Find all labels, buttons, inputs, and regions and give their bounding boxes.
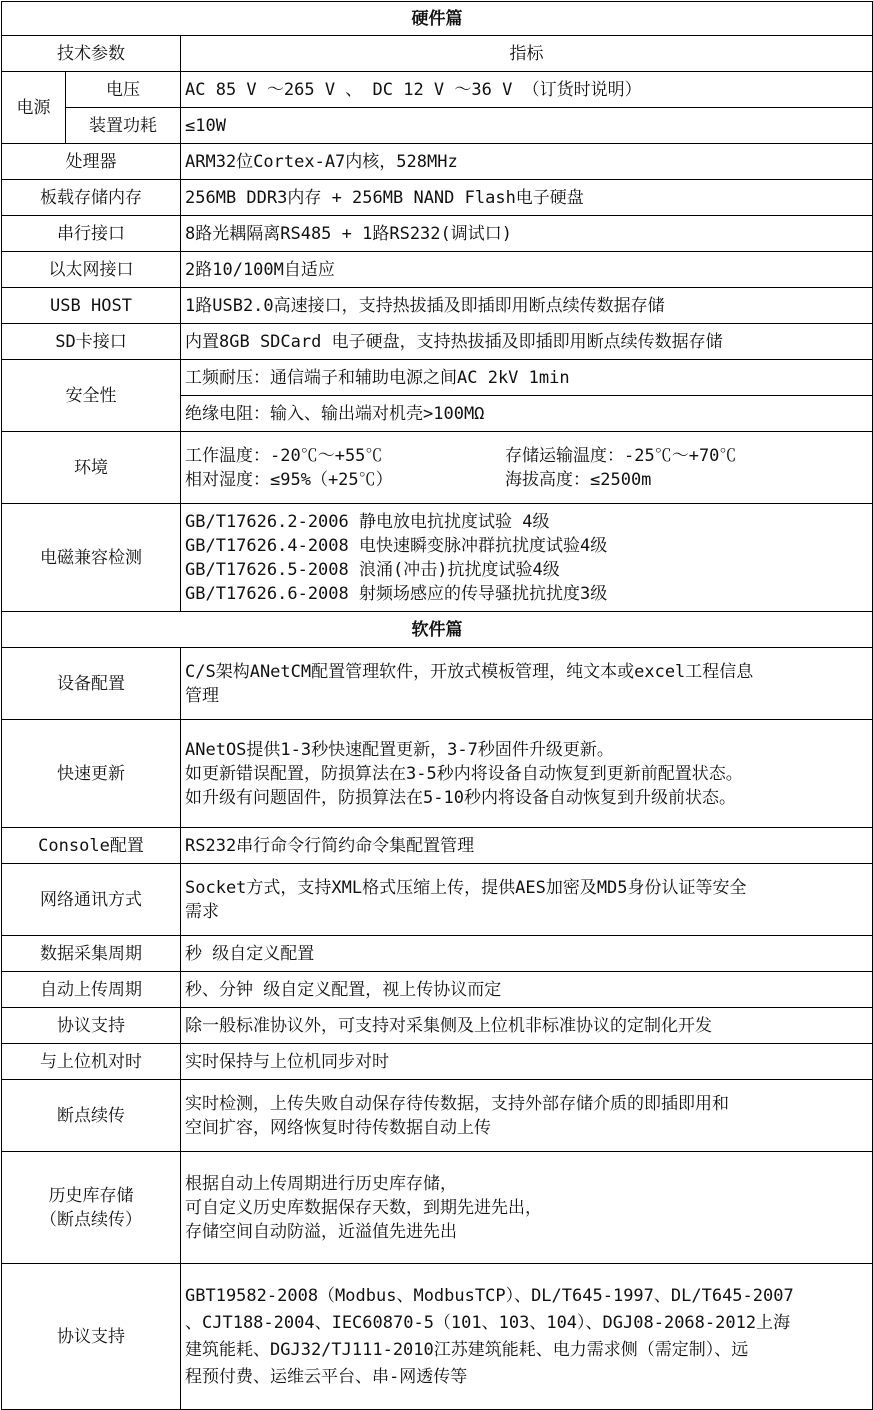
safety-line-2: 绝缘电阻：输入、输出端对机壳>100MΩ: [181, 396, 873, 432]
row-line: ANetOS提供1-3秒快速配置更新，3-7秒固件升级更新。: [185, 739, 614, 760]
table-row: [2, 1152, 873, 1264]
emc-line: GB/T17626.5-2008 浪涌(冲击)抗扰度试验4级: [185, 559, 560, 580]
row-value: 内置8GB SDCard 电子硬盘，支持热拔插及即插即用断点续传数据存储: [181, 324, 873, 360]
row-line: 实时保持与上位机同步对时: [185, 1051, 389, 1072]
row-line: 根据自动上传周期进行历史库存储，: [185, 1173, 457, 1194]
work-temp: 工作温度：-20℃～+55℃: [185, 445, 383, 466]
row-value: [181, 864, 873, 936]
row-label-line: 历史库存储: [48, 1185, 134, 1206]
emc-line: GB/T17626.2-2006 静电放电抗扰度试验 4级: [185, 511, 550, 532]
storage-temp: 存储运输温度：-25℃～+70℃: [505, 445, 737, 466]
row-value: [181, 936, 873, 972]
emc-line: GB/T17626.6-2008 射频场感应的传导骚扰抗扰度3级: [185, 583, 608, 604]
table-row: [2, 972, 873, 1008]
row-line: 存储空间自动防溢，近溢值先进先出: [185, 1221, 457, 1242]
row-line: 建筑能耗、DGJ32/TJ111-2010江苏建筑能耗、电力需求侧（需定制）、远: [185, 1339, 749, 1360]
humidity: 相对湿度：≤95%（+25℃）: [185, 469, 393, 490]
table-row: [2, 324, 873, 360]
row-value: [181, 1044, 873, 1080]
row-value: [181, 1008, 873, 1044]
row-label: Console配置: [2, 828, 181, 864]
emc-row: [2, 504, 873, 612]
row-label: 协议支持: [2, 1264, 181, 1410]
row-line: 如升级有问题固件，防损算法在5-10秒内将设备自动恢复到升级前状态。: [185, 787, 736, 808]
safety-label: 安全性: [2, 360, 181, 432]
row-line: 空间扩容，网络恢复时待传数据自动上传: [185, 1117, 491, 1138]
row-label: 板载存储内存: [2, 180, 181, 216]
row-line: C/S架构ANetCM配置管理软件，开放式模板管理，纯文本或excel工程信息: [185, 661, 754, 682]
row-value: [181, 1080, 873, 1152]
software-section-row: [2, 612, 873, 648]
row-line: 可自定义历史库数据保存天数，到期先进先出，: [185, 1197, 542, 1218]
power-voltage-row: [2, 72, 873, 108]
row-line: GBT19582-2008（Modbus、ModbusTCP）、DL/T645-1997、DL/T645-2007: [185, 1285, 794, 1306]
row-line: 程预付费、运维云平台、串-网透传等: [185, 1366, 468, 1387]
row-value: 1路USB2.0高速接口，支持热拔插及即插即用断点续传数据存储: [181, 288, 873, 324]
consumption-label: 装置功耗: [66, 108, 181, 144]
env-line-1: [185, 444, 868, 468]
row-line: RS232串行命令行简约命令集配置管理: [185, 835, 475, 856]
table-row: [2, 1044, 873, 1080]
row-label-line: （断点续传）: [40, 1209, 142, 1230]
row-label: 与上位机对时: [2, 1044, 181, 1080]
voltage-label: 电压: [66, 72, 181, 108]
row-line: Socket方式，支持XML格式压缩上传，提供AES加密及MD5身份认证等安全: [185, 877, 747, 898]
emc-label: 电磁兼容检测: [2, 504, 181, 612]
table-row: [2, 648, 873, 720]
safety-row-1: [2, 360, 873, 396]
row-label: 处理器: [2, 144, 181, 180]
power-group-label: 电源: [2, 72, 66, 144]
row-label: 协议支持: [2, 1008, 181, 1044]
safety-line-1: 工频耐压：通信端子和辅助电源之间AC 2kV 1min: [181, 360, 873, 396]
header-row: [2, 36, 873, 72]
row-label: 快速更新: [2, 720, 181, 828]
emc-value: [181, 504, 873, 612]
table-row: [2, 288, 873, 324]
row-label: 设备配置: [2, 648, 181, 720]
row-value: [181, 1152, 873, 1264]
row-label: 数据采集周期: [2, 936, 181, 972]
row-value: [181, 648, 873, 720]
row-label: [2, 1152, 181, 1264]
spec-header: 指标: [181, 36, 873, 72]
row-line: 秒、分钟 级自定义配置，视上传协议而定: [185, 979, 502, 1000]
row-label: 以太网接口: [2, 252, 181, 288]
table-row: [2, 936, 873, 972]
row-line: 秒 级自定义配置: [185, 943, 315, 964]
power-consumption-row: [2, 108, 873, 144]
row-value: 2路10/100M自适应: [181, 252, 873, 288]
software-title: 软件篇: [2, 612, 873, 648]
row-line: 、CJT188-2004、IEC60870-5（101、103、104）、DGJ08-2068-2012上海: [185, 1312, 791, 1333]
row-label: SD卡接口: [2, 324, 181, 360]
env-line-2: [185, 468, 868, 492]
row-label: USB HOST: [2, 288, 181, 324]
hardware-title: 硬件篇: [2, 2, 873, 36]
row-value: [181, 828, 873, 864]
table-row: [2, 144, 873, 180]
row-label: 网络通讯方式: [2, 864, 181, 936]
hardware-section-row: [2, 2, 873, 36]
environment-label: 环境: [2, 432, 181, 504]
table-row: [2, 252, 873, 288]
row-value: 256MB DDR3内存 + 256MB NAND Flash电子硬盘: [181, 180, 873, 216]
spec-table: [1, 1, 873, 1410]
environment-row: [2, 432, 873, 504]
table-row: [2, 1264, 873, 1410]
table-row: [2, 180, 873, 216]
table-row: [2, 1008, 873, 1044]
row-value: 8路光耦隔离RS485 + 1路RS232(调试口): [181, 216, 873, 252]
consumption-value: ≤10W: [181, 108, 873, 144]
table-row: [2, 216, 873, 252]
row-value: [181, 972, 873, 1008]
environment-value: [181, 432, 873, 504]
row-label: 断点续传: [2, 1080, 181, 1152]
row-value: [181, 1264, 873, 1410]
row-line: 需求: [185, 901, 219, 922]
row-label: 串行接口: [2, 216, 181, 252]
table-row: [2, 828, 873, 864]
row-line: 实时检测，上传失败自动保存待传数据，支持外部存储介质的即插即用和: [185, 1093, 729, 1114]
altitude: 海拔高度：≤2500m: [505, 469, 652, 490]
table-row: [2, 720, 873, 828]
param-header: 技术参数: [2, 36, 181, 72]
row-line: 除一般标准协议外，可支持对采集侧及上位机非标准协议的定制化开发: [185, 1015, 712, 1036]
table-row: [2, 1080, 873, 1152]
row-label: 自动上传周期: [2, 972, 181, 1008]
row-line: 如更新错误配置，防损算法在3-5秒内将设备自动恢复到更新前配置状态。: [185, 763, 743, 784]
row-value: ARM32位Cortex-A7内核，528MHz: [181, 144, 873, 180]
voltage-value: AC 85 V ～265 V 、 DC 12 V ～36 V （订货时说明）: [181, 72, 873, 108]
emc-line: GB/T17626.4-2008 电快速瞬变脉冲群抗扰度试验4级: [185, 535, 608, 556]
row-value: [181, 720, 873, 828]
row-line: 管理: [185, 685, 219, 706]
table-row: [2, 864, 873, 936]
